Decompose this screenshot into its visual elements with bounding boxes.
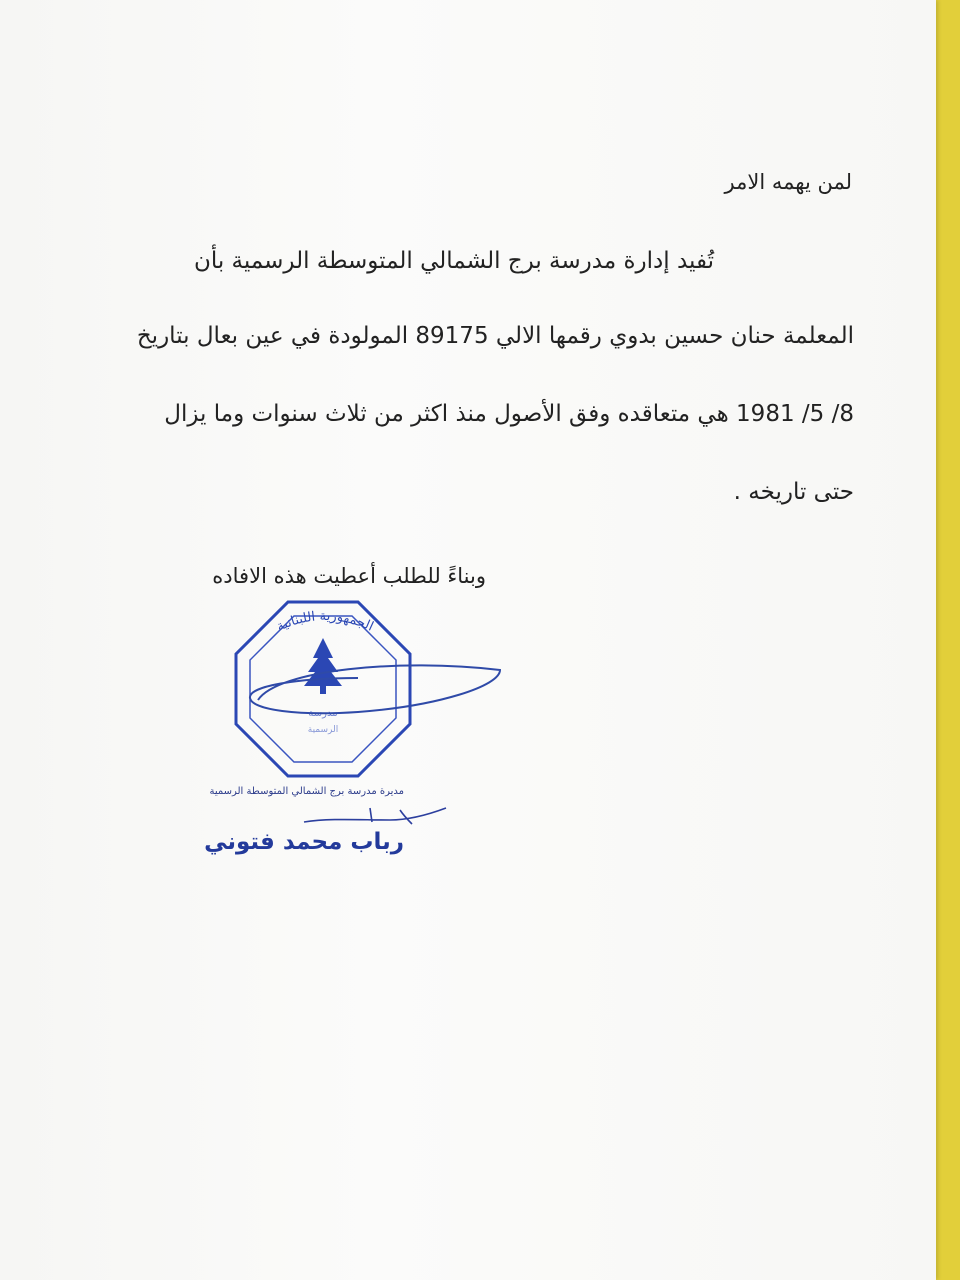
closing-line: وبناءً للطلب أعطيت هذه الافاده (212, 564, 486, 588)
signatory-name: رباب محمد فتوني (204, 829, 404, 855)
signature-loop (238, 640, 508, 760)
seal-arc-text (250, 604, 400, 644)
salutation: لمن يهمه الامر (724, 170, 852, 194)
svg-text:الرسمية: الرسمية (307, 725, 339, 735)
handwritten-signature (300, 800, 450, 830)
body-line-1: المعلمة حنان حسين بدوي رقمها الالي 89175 المولودة في عين بعال بتاريخ (136, 323, 854, 349)
body-line-3: حتى تاريخه . (733, 479, 854, 505)
intro-line: تُفيد إدارة مدرسة برج الشمالي المتوسطة الرسمية بأن (193, 248, 714, 274)
svg-text:الجمهورية اللبنانية: الجمهورية اللبنانية (274, 608, 376, 635)
svg-text:مدرسة: مدرسة (308, 708, 338, 719)
stamp-title: مديرة مدرسة برج الشمالي المتوسطة الرسمية (209, 786, 404, 797)
body-line-2: 8/ 5/ 1981 هي متعاقده وفق الأصول منذ اكثر من ثلاث سنوات وما يزال (164, 401, 854, 427)
